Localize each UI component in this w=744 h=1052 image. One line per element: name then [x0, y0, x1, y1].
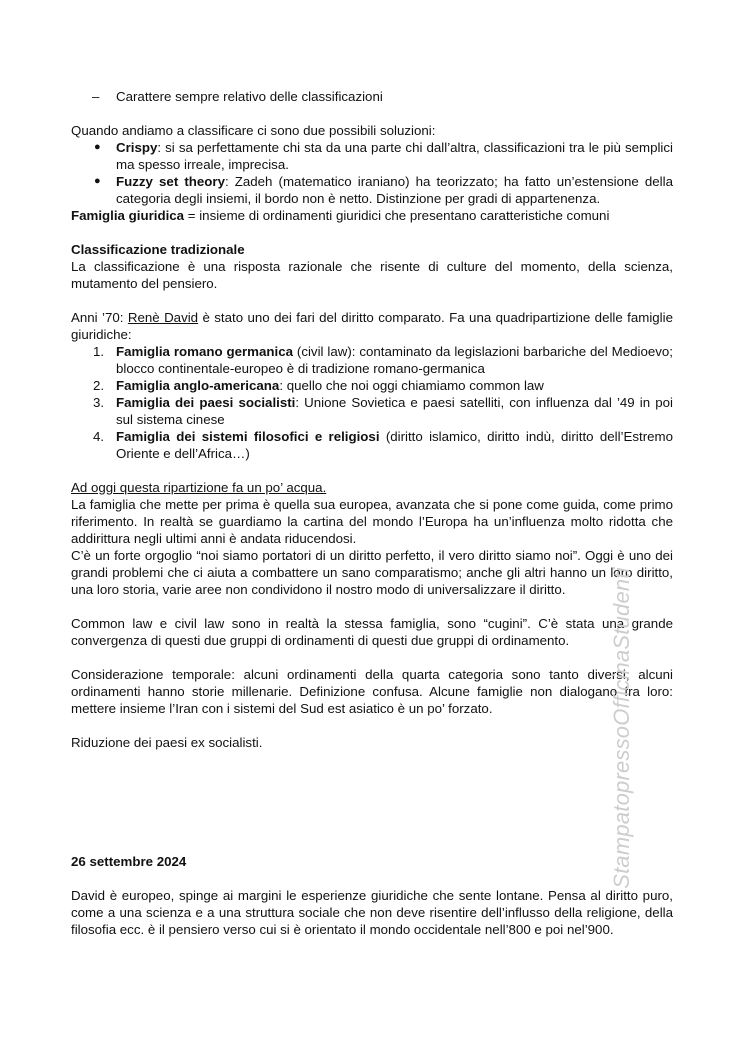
list-number: 2.: [93, 378, 105, 393]
critique-paragraph-1: La famiglia che mette per prima è quella sua europea, avanzata che si pone come guida, come primo riferimento. In realtà se guardiamo la cartina del mondo l’Europa ha un’influenza molto ridotta che addirittura negli ultimi anni è andata riducendosi.: [71, 497, 673, 546]
section-heading: Classificazione tradizionale: [71, 242, 245, 257]
families-list: [71, 343, 673, 462]
family-item: [71, 428, 673, 462]
section-paragraph: La classificazione è una risposta razionale che risente di culture del momento, della scienza, mutamento del pensiero.: [71, 259, 673, 291]
family-term: Famiglia anglo-americana: [116, 378, 280, 393]
family-text: : Unione Sovietica e paesi satelliti, con influenza dal ’49 in poi sul sistema cinese: [116, 395, 673, 427]
definition-text: = insieme di ordinamenti giuridici che presentano caratteristiche comuni: [184, 208, 610, 223]
dash-list-item: – Carattere sempre relativo delle classificazioni: [92, 89, 383, 104]
solution-item-fuzzy: [71, 173, 673, 207]
family-item: [71, 394, 673, 428]
family-text: : quello che noi oggi chiamiamo common law: [279, 378, 544, 393]
solution-text: : si sa perfettamente chi sta da una parte chi dall’altra, classificazioni tra le più semplici ma spesso irreale, imprecisa.: [116, 140, 673, 172]
dash-list: [71, 88, 673, 105]
definition-paragraph: [71, 207, 673, 224]
family-item: [71, 343, 673, 377]
solutions-list: [71, 139, 673, 207]
david-intro-paragraph: Anni ’70: Renè David è stato uno dei fari del diritto comparato. Fa una quadripartizione delle famiglie giuridiche:: [71, 310, 673, 342]
document-page: [71, 88, 673, 938]
list-number: 3.: [93, 395, 105, 410]
definition-term: Famiglia giuridica: [71, 208, 185, 223]
watermark-text: StampatopressoOfficinaStudenti: [609, 567, 634, 889]
family-item: [71, 377, 673, 394]
critique-paragraph-2: C’è un forte orgoglio “noi siamo portatori di un diritto perfetto, il vero diritto siamo noi”. Oggi è uno dei grandi problemi che ci aiuta a combattere un sano comparatismo; anche gli altri hanno un loro diritto, una loro storia, varie aree non condividono il nostro modo di universalizzare il diritto.: [71, 548, 673, 597]
bullet-icon: ●: [94, 175, 101, 187]
family-text: (diritto islamico, diritto indù, diritto dell’Estremo Oriente e dell’Africa…): [116, 429, 674, 461]
date-heading: 26 settembre 2024: [71, 854, 187, 869]
reduction-line: Riduzione dei paesi ex socialisti.: [71, 735, 263, 750]
final-paragraph: David è europeo, spinge ai margini le esperienze giuridiche che sente lontane. Pensa al diritto puro, come a una scienza e a una struttura sociale che non deve risentire dell’influsso della religione, della filosofia ecc. è il pensiero verso cui si è orientato il mondo occidentale nell’800 e poi nel’900.: [71, 888, 673, 937]
bullet-icon: ●: [94, 141, 101, 153]
temporal-paragraph: Considerazione temporale: alcuni ordinamenti della quarta categoria sono tanto diversi; alcuni ordinamenti hanno storie millenarie. Definizione confusa. Alcune famiglie non dialogano fra loro: mettere insieme l’Iran con i sistemi del Sud est asiatico è un po’ forzato.: [71, 667, 673, 716]
list-number: 1.: [93, 344, 105, 359]
family-text: (civil law): contaminato da legislazioni barbariche del Medioevo; blocco continentale-europeo è di tradizione romano-germanica: [116, 344, 673, 376]
solution-item-crispy: [71, 139, 673, 173]
critique-heading: Ad oggi questa ripartizione fa un po’ acqua.: [71, 480, 327, 495]
family-term: Famiglia romano germanica: [116, 344, 293, 359]
solution-term: Crispy: [116, 140, 158, 155]
rene-david-name: Renè David: [127, 310, 199, 325]
list-number: 4.: [93, 429, 105, 444]
solution-text: : Zadeh (matematico iraniano) ha teorizzato; ha fatto un’estensione della categoria degli insiemi, il bordo non è netto. Distinzione per gradi di appartenenza.: [116, 174, 673, 206]
dash-marker: –: [92, 89, 100, 104]
common-civil-paragraph: Common law e civil law sono in realtà la stessa famiglia, sono “cugini”. C’è stata una grande convergenza di questi due gruppi di ordinamenti di questi due gruppi di ordinamento.: [71, 616, 673, 648]
family-term: Famiglia dei paesi socialisti: [116, 395, 296, 410]
intro-paragraph: Quando andiamo a classificare ci sono due possibili soluzioni:: [71, 123, 436, 138]
family-term: Famiglia dei sistemi filosofici e religiosi: [116, 429, 380, 444]
solution-term: Fuzzy set theory: [116, 174, 225, 189]
